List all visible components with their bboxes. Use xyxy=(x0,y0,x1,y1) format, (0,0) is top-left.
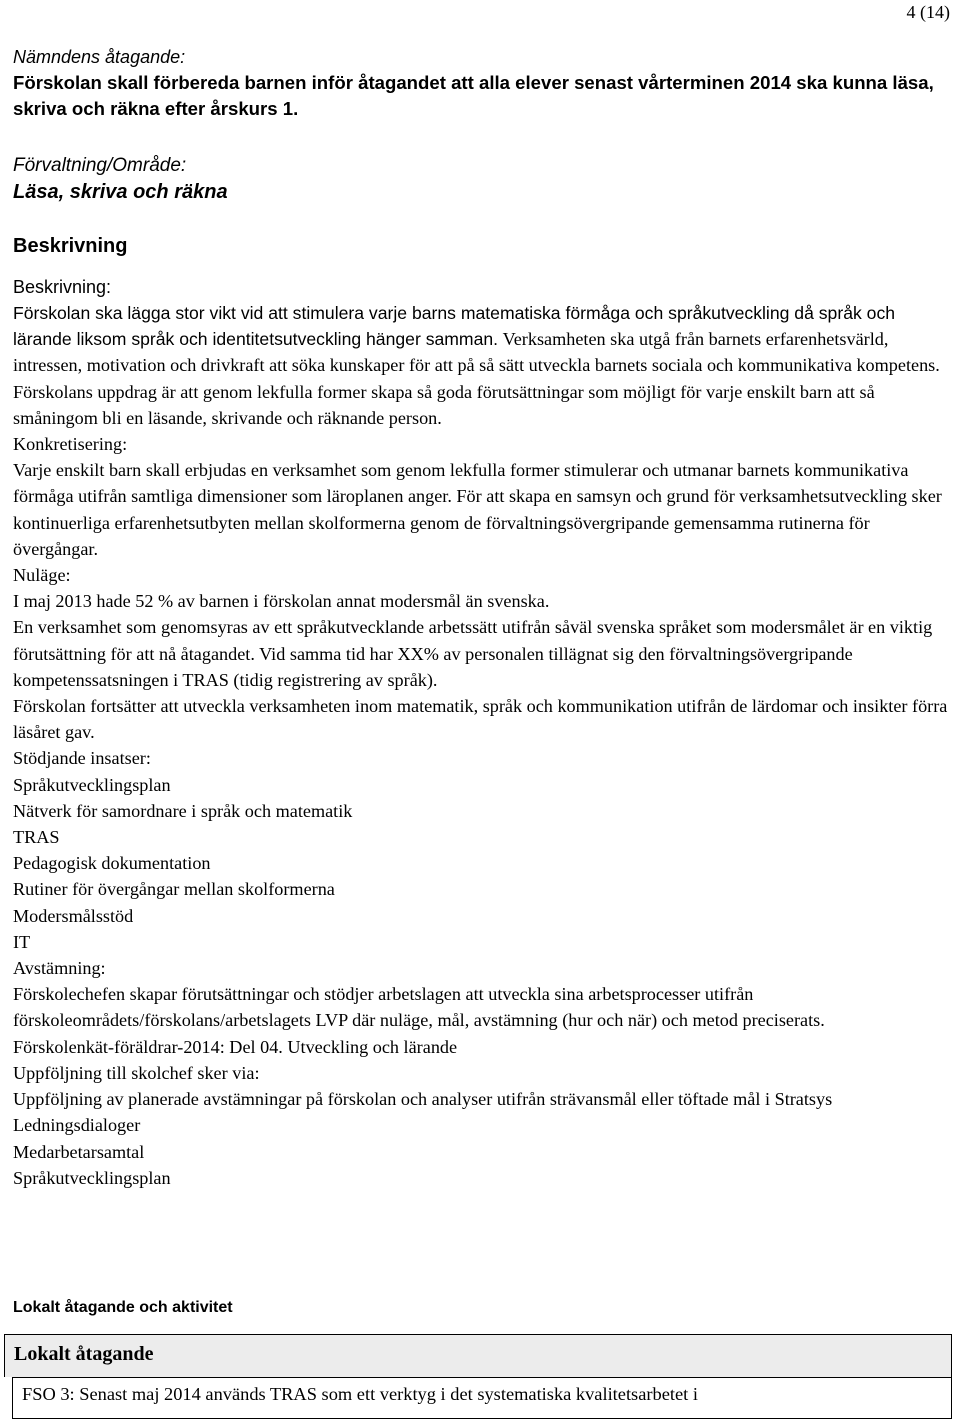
followup-item: Uppföljning av planerade avstämningar på förskolan och analyser utifrån strävansmål eller töftade mål i Stratsys xyxy=(13,1089,833,1110)
description-body: Verksamheten ska utgå från barnets erfarenhetsvärld, intressen, motivation och drivkraft att söka kunskaper för att på så sätt utveckla barnets sociala och kommunikativa kompetens. Förskolans uppdrag är att genom lekfulla former skapa så goda förutsättningar som möjligt för varje enskilt barn att så småningom bli en läsande, skrivande och räknande person. xyxy=(13,329,940,428)
reconciliation-label: Avstämning: xyxy=(13,958,106,979)
document-body xyxy=(13,300,952,1191)
support-item: Språkutvecklingsplan xyxy=(13,774,171,795)
local-table-header xyxy=(4,1334,952,1377)
description-label: Beskrivning: xyxy=(13,277,112,297)
status-line: Förskolan fortsätter att utveckla verksamheten inom matematik, språk och kommunikation utifrån de lärdomar och insikter förra läsåret gav. xyxy=(13,696,948,743)
support-item: Nätverk för samordnare i språk och matematik xyxy=(13,800,353,821)
support-item: TRAS xyxy=(13,827,60,848)
commitment-label: Nämndens åtagande: xyxy=(13,47,186,67)
commitment-text: Förskolan skall förbereda barnen inför åtagandet att alla elever senast vårterminen 2014 ska kunna läsa, skriva och räkna efter årskurs 1. xyxy=(13,72,934,119)
local-table-row-text: FSO 3: Senast maj 2014 används TRAS som ett verktyg i det systematiska kvalitetsarbetet i xyxy=(22,1384,698,1404)
status-line: En verksamhet som genomsyras av ett språkutvecklande arbetssätt utifrån såväl svenska språket som modersmålet är en viktig förutsättning för att nå åtagandet. Vid samma tid har XX% av personalen tillägnat sig den förvaltningsövergripande kompetenssatsningen i TRAS (tidig registrering av språk). xyxy=(13,617,933,690)
followup-item: Ledningsdialoger xyxy=(13,1115,141,1136)
area-label: Förvaltning/Område: xyxy=(13,155,187,176)
local-section xyxy=(13,1298,952,1318)
support-item: Pedagogisk dokumentation xyxy=(13,853,211,874)
local-table-row xyxy=(12,1377,952,1419)
page-number: 4 (14) xyxy=(906,2,950,22)
support-label: Stödjande insatser: xyxy=(13,748,151,769)
followup-item: Språkutvecklingsplan xyxy=(13,1167,171,1188)
area-title: Läsa, skriva och räkna xyxy=(13,181,228,203)
followup-label: Uppföljning till skolchef sker via: xyxy=(13,1062,260,1083)
description-intro-block xyxy=(13,274,952,300)
reconciliation-line: Förskolechefen skapar förutsättningar och stödjer arbetslagen att utveckla sina arbetsprocesser utifrån förskoleområdets/förskolans/arbetslagets LVP där nuläge, mål, avstämning (hur och när) och metod preciserats. xyxy=(13,984,825,1031)
support-item: Modersmålsstöd xyxy=(13,905,134,926)
concretization-text: Varje enskilt barn skall erbjudas en verksamhet som genom lekfulla former stimulerar och utmanar barnets kommunikativa förmåga utifrån samtliga dimensioner som läroplanen anger. För att skapa en samsyn och grund för verksamhetsutveckling sker kontinuerliga erfarenhetsutbyten mellan skolformerna genom de förvaltningsövergripande gemensamma rutinerna för övergångar. xyxy=(13,460,942,559)
status-line: I maj 2013 hade 52 % av barnen i förskolan annat modersmål än svenska. xyxy=(13,591,550,612)
local-table-header-label: Lokalt åtagande xyxy=(14,1343,154,1365)
description-heading-block xyxy=(13,233,952,259)
description-heading: Beskrivning xyxy=(13,235,128,257)
area-section xyxy=(13,153,952,205)
support-item: IT xyxy=(13,931,31,952)
concretization-label: Konkretisering: xyxy=(13,434,128,455)
commitment-section xyxy=(13,44,952,122)
reconciliation-line: Förskolenkät-föräldrar-2014: Del 04. Utveckling och lärande xyxy=(13,1036,458,1057)
description-intro: Förskolan ska lägga stor vikt vid att stimulera varje barns matematiska förmåga och språkutveckling då språk och lärande liksom språk och identitetsutveckling hänger samman. xyxy=(13,303,896,350)
support-item: Rutiner för övergångar mellan skolformerna xyxy=(13,879,335,900)
status-label: Nuläge: xyxy=(13,565,71,586)
followup-item: Medarbetarsamtal xyxy=(13,1141,145,1162)
local-section-label: Lokalt åtagande och aktivitet xyxy=(13,1299,233,1316)
